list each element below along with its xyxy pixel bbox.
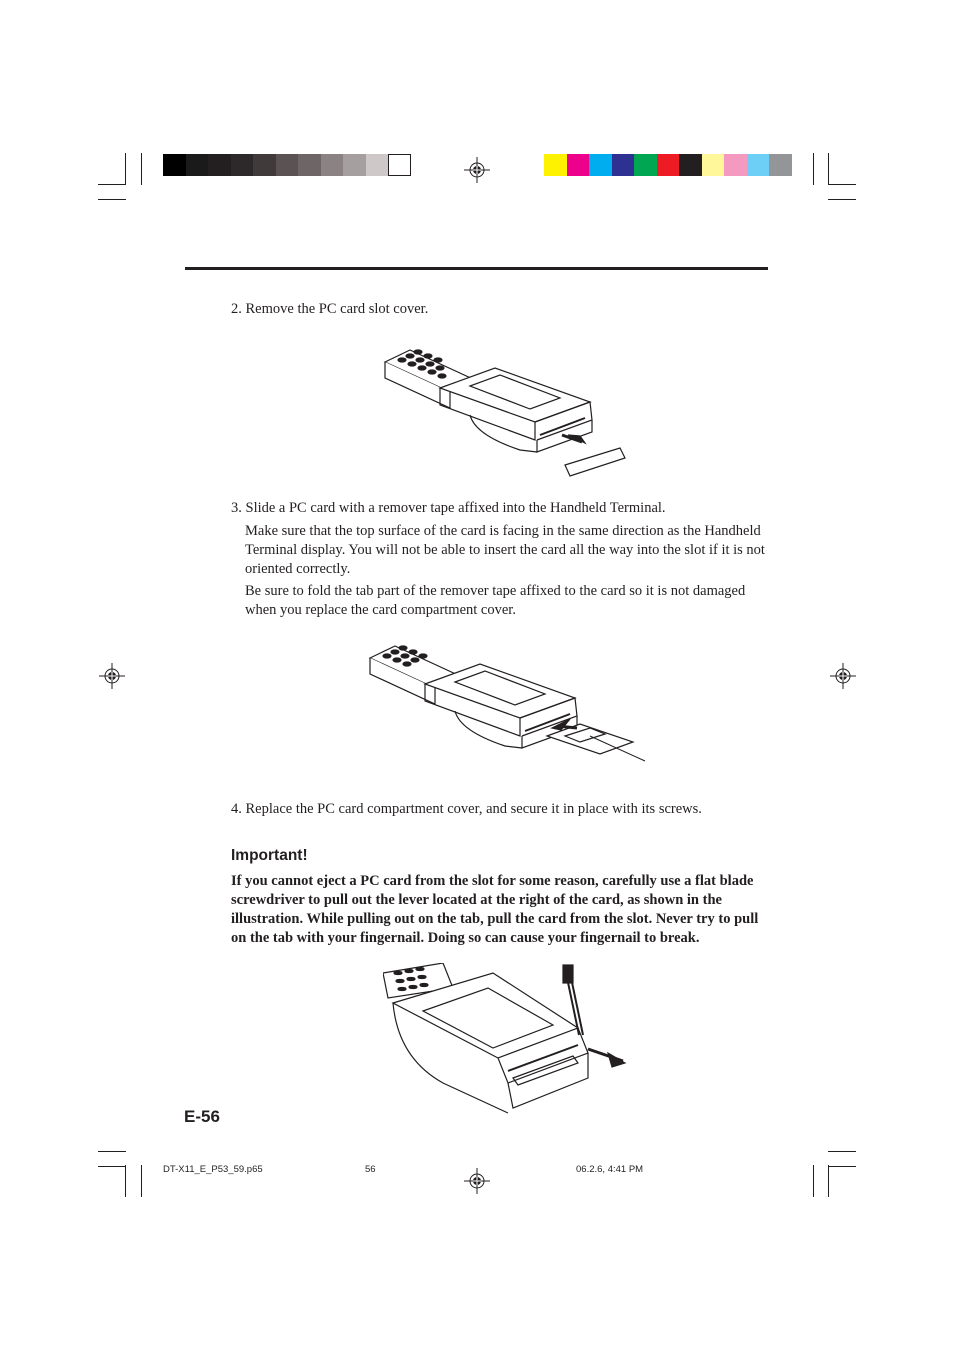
crop-mark-icon xyxy=(828,199,856,200)
crop-mark-icon xyxy=(98,199,126,200)
crop-mark-icon xyxy=(141,153,142,185)
color-swatch xyxy=(589,154,612,176)
color-swatch xyxy=(208,154,231,176)
color-swatch xyxy=(657,154,680,176)
color-swatch xyxy=(276,154,299,176)
footer-filename: DT-X11_E_P53_59.p65 xyxy=(163,1164,263,1175)
illustration-remove-cover xyxy=(380,340,640,490)
step-4-text: 4. Replace the PC card compartment cover, and secure it in place with its screws. xyxy=(231,801,702,817)
illustration-screwdriver-eject xyxy=(383,963,633,1123)
step-2-text: 2. Remove the PC card slot cover. xyxy=(231,301,429,317)
crop-mark-icon xyxy=(828,153,829,185)
color-swatch xyxy=(343,154,366,176)
color-swatch xyxy=(567,154,590,176)
step-3-text: 3. Slide a PC card with a remover tape affixed into the Handheld Terminal. xyxy=(231,500,666,516)
registration-mark-icon xyxy=(462,155,492,185)
illustration-insert-card xyxy=(365,636,655,771)
crop-mark-icon xyxy=(98,184,126,185)
color-swatch xyxy=(724,154,747,176)
color-swatch xyxy=(388,154,411,176)
crop-mark-icon xyxy=(828,1165,829,1197)
color-swatch xyxy=(163,154,186,176)
crop-mark-icon xyxy=(141,1165,142,1197)
color-swatch xyxy=(544,154,567,176)
step-3-note-2: Be sure to fold the tab part of the remover tape affixed to the card so it is not damaged when you replace the card compartment cover. xyxy=(245,583,746,618)
page-label: E-56 xyxy=(184,1107,220,1126)
color-swatch xyxy=(366,154,389,176)
registration-mark-icon xyxy=(828,661,858,691)
crop-mark-icon xyxy=(828,1151,856,1152)
registration-mark-icon xyxy=(97,661,127,691)
crop-mark-icon xyxy=(125,153,126,185)
color-swatch xyxy=(769,154,792,176)
crop-mark-icon xyxy=(125,1165,126,1197)
footer-date: 06.2.6, 4:41 PM xyxy=(576,1164,644,1175)
crop-mark-icon xyxy=(98,1151,126,1152)
registration-mark-icon xyxy=(462,1166,492,1196)
important-body: If you cannot eject a PC card from the slot for some reason, carefully use a flat blade screwdriver to pull out the lever located at the right of the card, as shown in the illustration. While pulling out on the tab, pull the card from the slot. Never try to pull on the tab with your fingernail. Doing so can cause your fingernail to break. xyxy=(231,873,759,946)
color-swatch xyxy=(747,154,770,176)
crop-mark-icon xyxy=(828,1166,856,1167)
color-swatch xyxy=(702,154,725,176)
header-rule xyxy=(185,267,768,270)
important-heading: Important! xyxy=(231,847,308,864)
color-swatch xyxy=(253,154,276,176)
color-swatch xyxy=(321,154,344,176)
crop-mark-icon xyxy=(813,1165,814,1197)
color-swatch xyxy=(612,154,635,176)
step-3-note-1: Make sure that the top surface of the card is facing in the same direction as the Handheld Terminal display. You will not be able to insert the card all the way into the slot if it is not oriented correctly. xyxy=(245,523,765,577)
color-swatch xyxy=(679,154,702,176)
footer-page-number: 56 xyxy=(365,1164,376,1175)
crop-mark-icon xyxy=(98,1166,126,1167)
color-swatch xyxy=(298,154,321,176)
color-swatch xyxy=(186,154,209,176)
color-swatch xyxy=(634,154,657,176)
crop-mark-icon xyxy=(813,153,814,185)
color-swatch xyxy=(231,154,254,176)
crop-mark-icon xyxy=(828,184,856,185)
